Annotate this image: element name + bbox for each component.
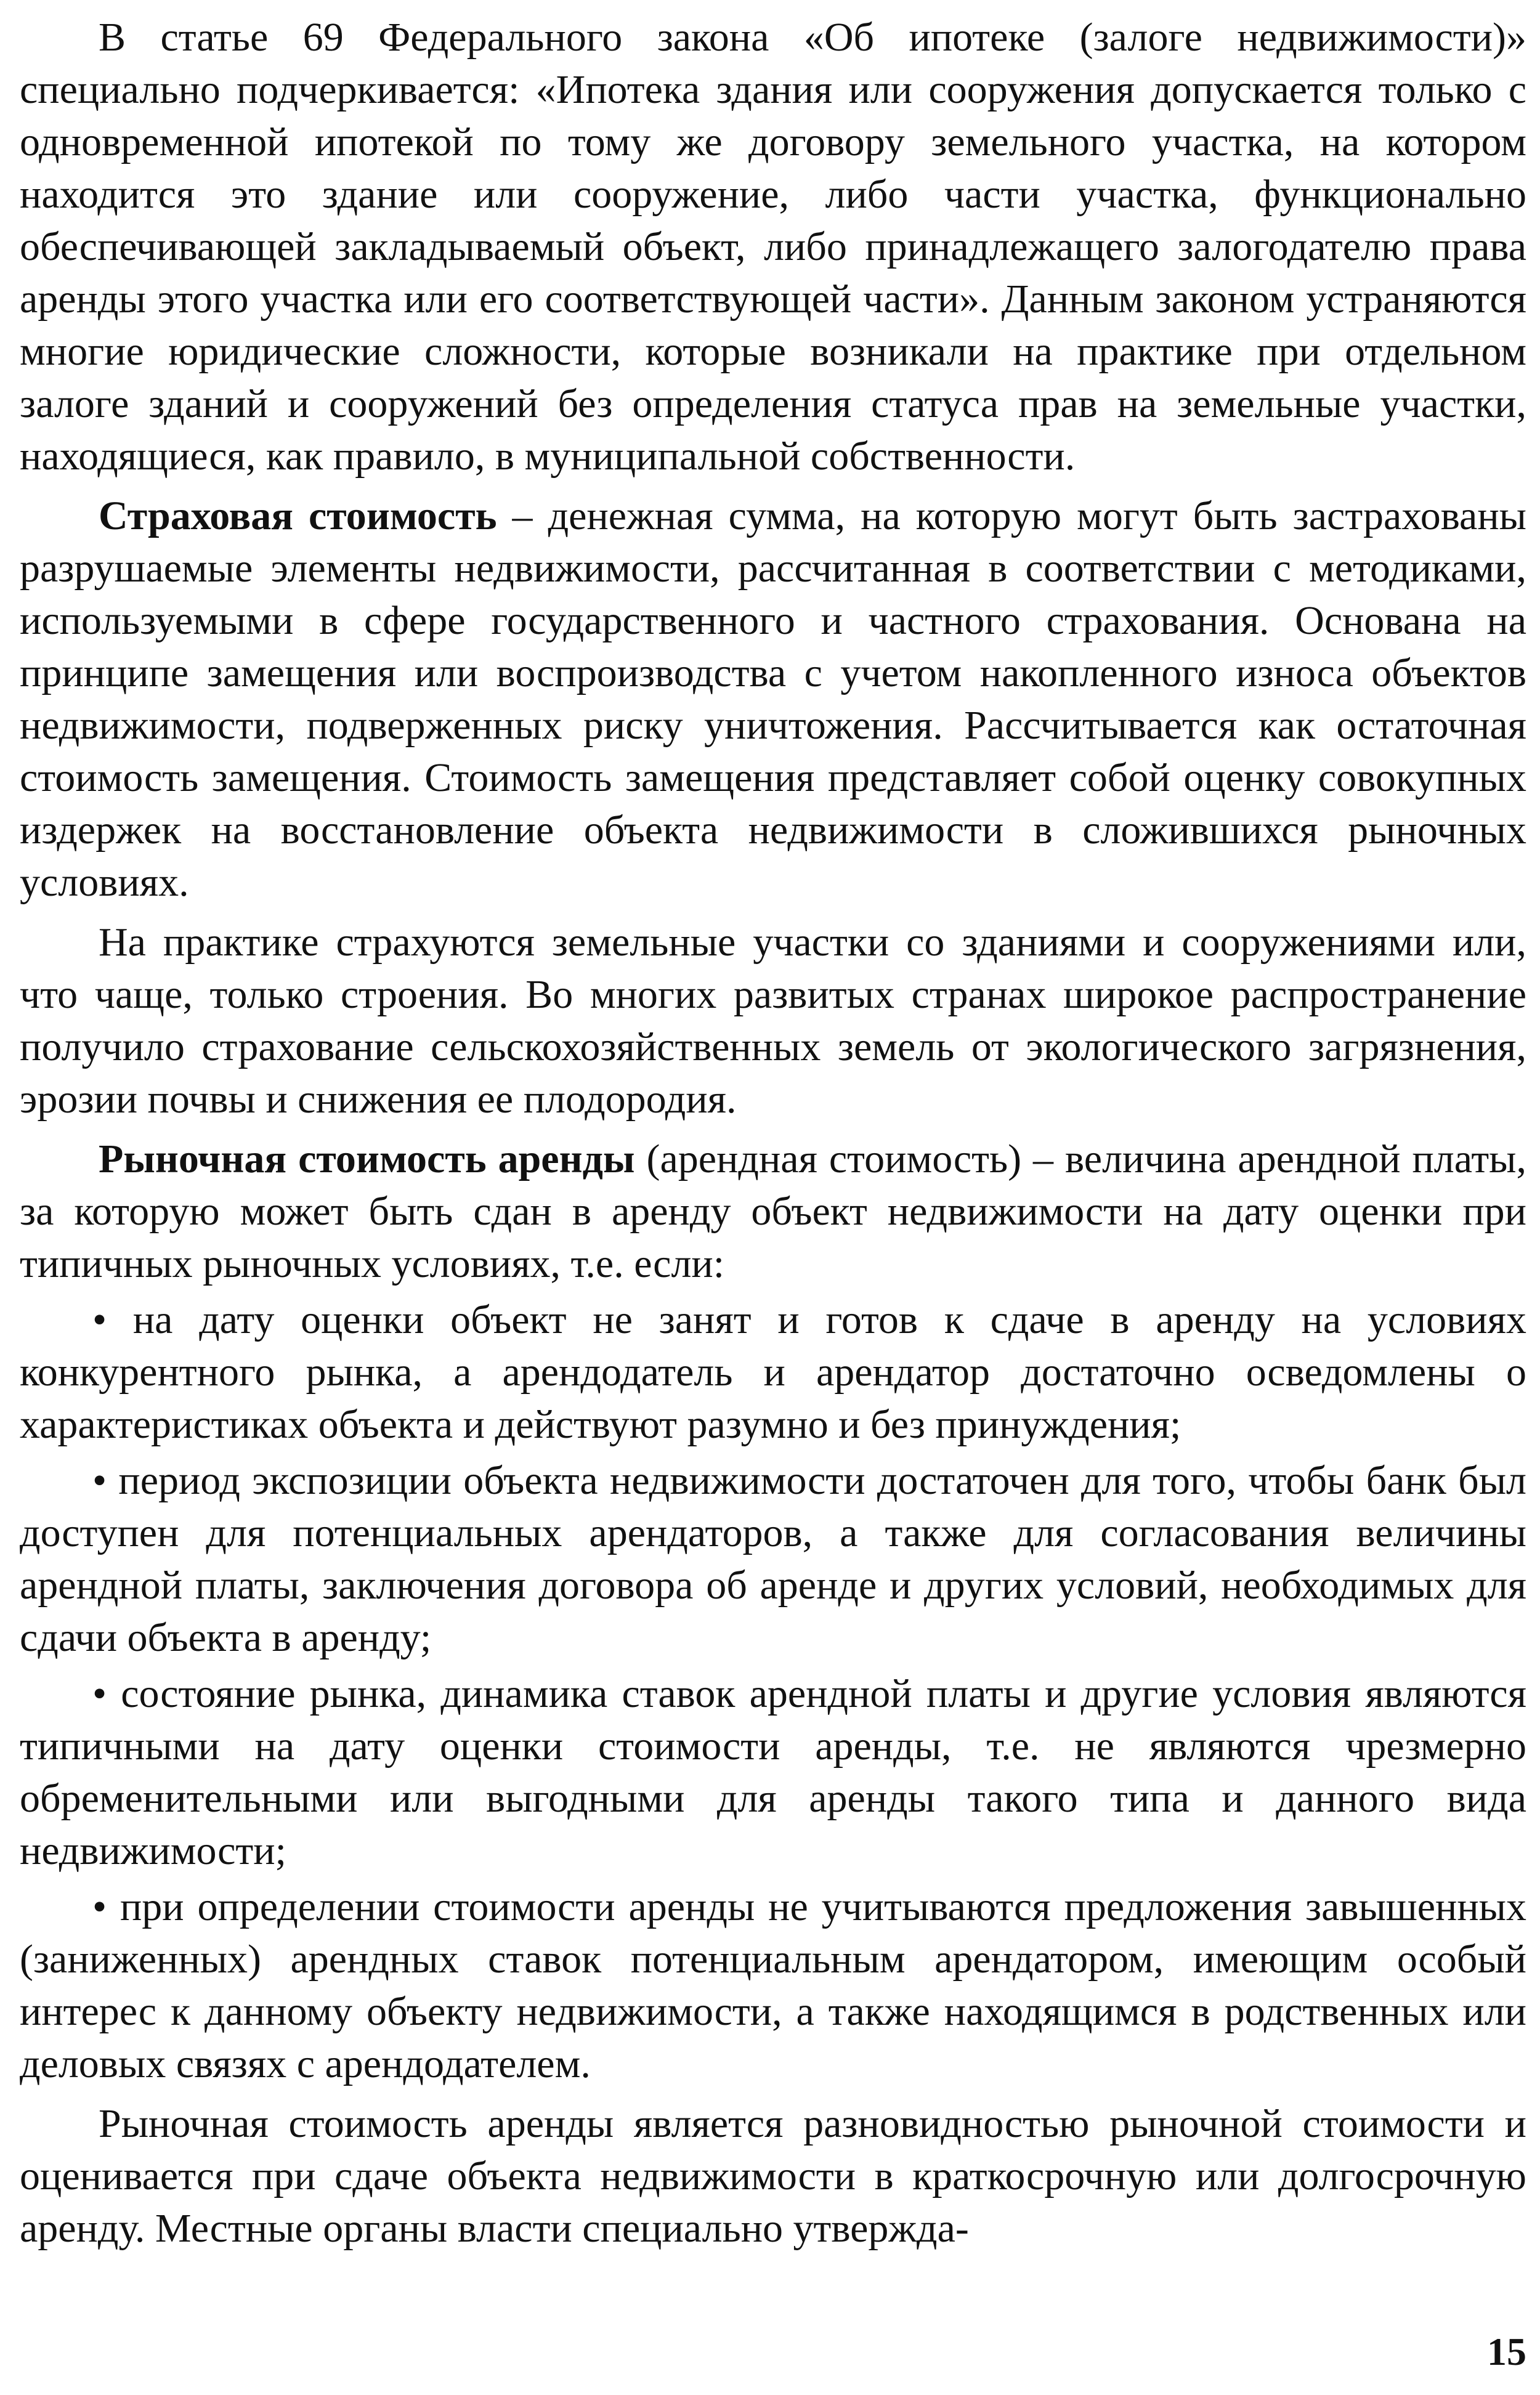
page-number: 15 [1487,2330,1526,2373]
paragraph-insurance-value [20,490,1526,909]
list-item-text: • состояние рынка, динамика ставок арендной платы и другие условия являются типичными на дату оценки стоимости аренды, т.е. не являются чрезмерно обременительными или выгодными для аренды такого типа и данного вида недвижимости; [20,1671,1526,1873]
list-item [20,1454,1526,1664]
list-item [20,1294,1526,1451]
list-item [20,1668,1526,1877]
paragraph-market-rent-value [20,1133,1526,1290]
list-item [20,1881,1526,2090]
paragraph-rent-conclusion [20,2097,1526,2255]
body-text [20,11,1526,2255]
paragraph-text: На практике страхуются земельные участки со зданиями и сооружениями или, что чаще, только строения. Во многих развитых странах широкое распространение получило страхование сельскохозяйственных земель от экологического загрязнения, эрозии почвы и снижения ее плодородия. [20,920,1526,1122]
paragraph-law-article-69 [20,11,1526,482]
paragraph-text: – денежная сумма, на которую могут быть застрахованы разрушаемые элементы недвижимости, рассчитанная в соответствии с методиками, используемыми в сфере государственного и частного страхования. Основана на принципе замещения или воспроизводства с учетом накопленного износа объектов недвижимости, подверженных риску уничтожения. Рассчитывается как остаточная стоимость замещения. Стоимость замещения представляет собой оценку совокупных издержек на восстановление объекта недвижимости в сложившихся рыночных условиях. [20,493,1526,905]
term-market-rent-value: Рыночная стоимость аренды [99,1137,635,1181]
list-item-text: • при определении стоимости аренды не учитываются предложения завышенных (заниженных) арендных ставок потенциальным арендатором, имеющим особый интерес к данному объекту недвижимости, а также находящимся в родственных или деловых связях с арендодателем. [20,1884,1526,2086]
paragraph-insurance-practice [20,916,1526,1125]
list-item-text: • период экспозиции объекта недвижимости достаточен для того, чтобы банк был доступен для потенциальных арендаторов, а также для согласования величины арендной платы, заключения договора об аренде и других условий, необходимых для сдачи объекта в аренду; [20,1458,1526,1660]
list-item-text: • на дату оценки объект не занят и готов к сдаче в аренду на условиях конкурентного рынка, а арендодатель и арендатор достаточно осведомлены о характеристиках объекта и действуют разумно и без принуждения; [20,1297,1526,1447]
paragraph-text: Рыночная стоимость аренды является разновидностью рыночной стоимости и оценивается при сдаче объекта недвижимости в краткосрочную или долгосрочную аренду. Местные органы власти специально утвержда- [20,2101,1526,2251]
paragraph-text: (арендная стоимость) – величина арендной платы, за которую может быть сдан в аренду объект недвижимости на дату оценки при типичных рыночных условиях, т.е. если: [20,1137,1527,1286]
paragraph-text: В статье 69 Федерального закона «Об ипотеке (залоге недвижимости)» специально подчеркивается: «Ипотека здания или сооружения допускается только с одновременной ипотекой по тому же договору земельного участка, на котором находится это здание или сооружение, либо части участка, функционально обеспечивающей закладываемый объект, либо принадлежащего залогодателю права аренды этого участка или его соответствующей части». Данным законом устраняются многие юридические сложности, которые возникали на практике при отдельном залоге зданий и сооружений без определения статуса прав на земельные участки, находящиеся, как правило, в муниципальной собственности. [20,15,1526,479]
term-insurance-value: Страховая стоимость [99,493,497,538]
